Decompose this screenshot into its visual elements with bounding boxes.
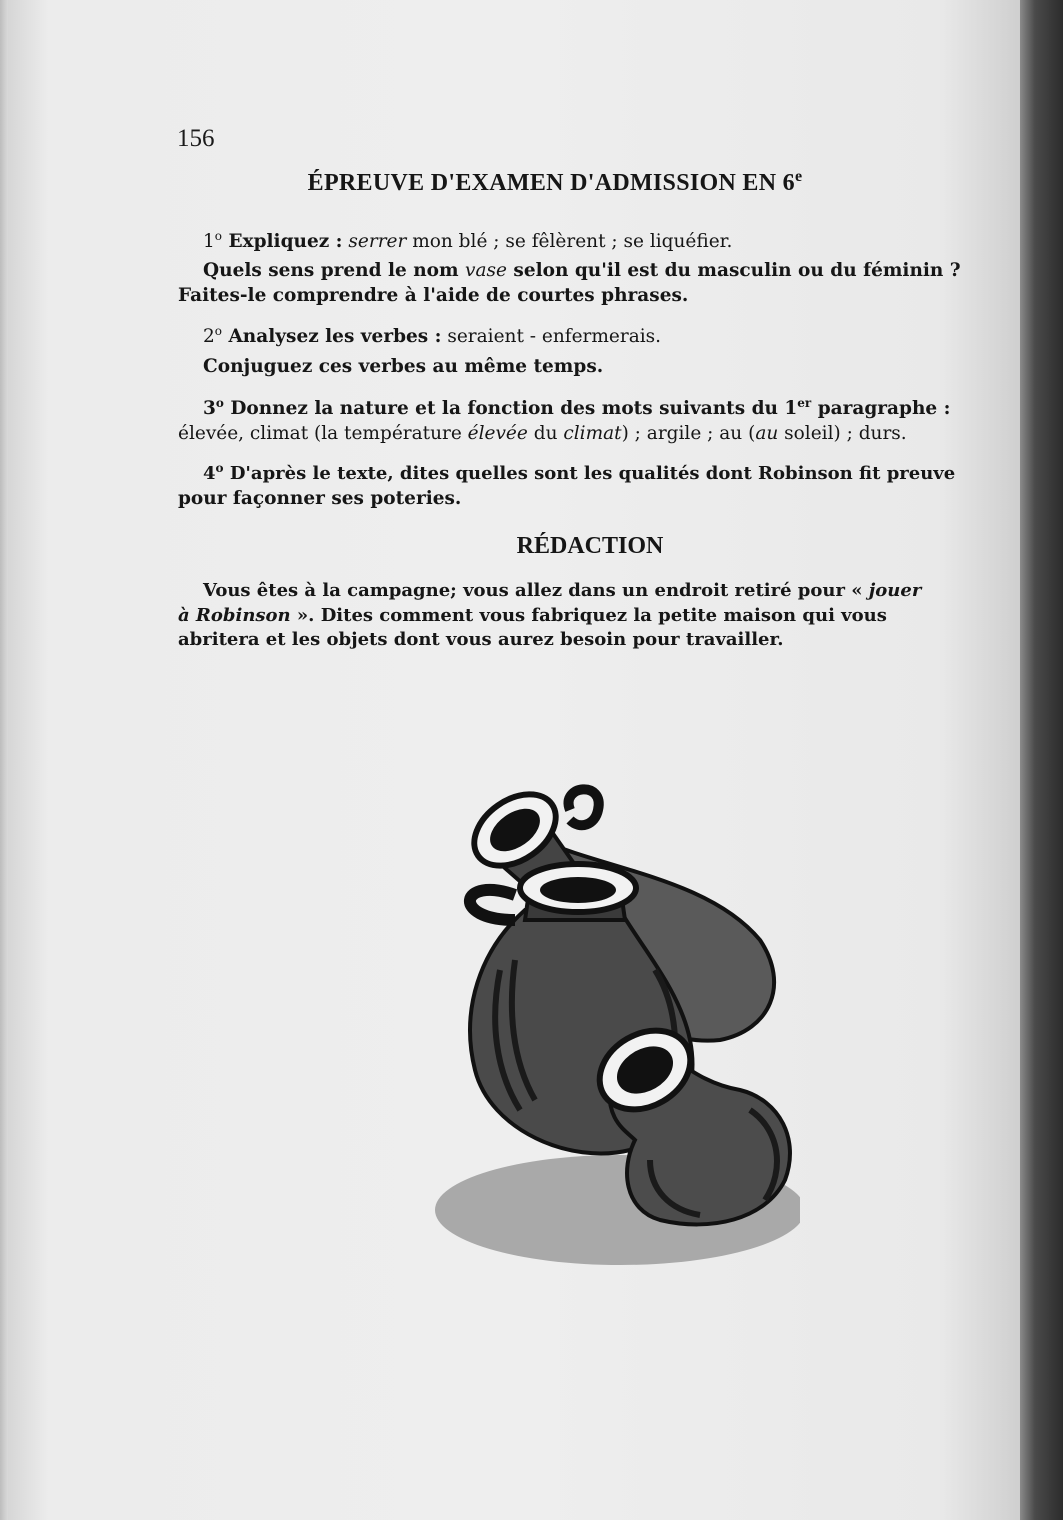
q2-rest: seraient - enfermerais. (441, 326, 662, 347)
middle-pot-handle (470, 890, 515, 920)
question-1-line-2 (203, 258, 961, 283)
q3-er: er (797, 395, 812, 410)
question-4-line-1 (203, 461, 955, 486)
q4-line1: D'après le texte, dites quelles sont les qualités dont Robinson fit preuve (223, 463, 956, 484)
exam-title-sup: e (794, 168, 803, 185)
redaction-line-2 (178, 603, 887, 628)
q1-ordinal: o (214, 228, 223, 243)
question-2-line-1 (203, 324, 661, 349)
q2-label: Analysez les verbes : (222, 326, 442, 347)
redaction-l1-a: Vous êtes à la campagne; vous allez dans un endroit retiré pour « (203, 580, 869, 601)
q3-l2-b: ) ; argile ; au ( (621, 423, 756, 444)
q3-number: 3 (203, 398, 216, 419)
question-3-line-1 (203, 396, 950, 421)
redaction-line-3: abritera et les objets dont vous aurez besoin pour travailler. (178, 629, 784, 650)
page-shadow-left (0, 0, 8, 1520)
q4-ordinal: o (215, 461, 224, 475)
page-shadow-right (1020, 0, 1063, 1520)
redaction-l1-jouer: jouer (868, 580, 922, 601)
q3-l2-elevee: élevée (467, 423, 528, 444)
back-pot-handle (569, 789, 599, 825)
q3-label-a: Donnez la nature et la fonction des mots suivants du (223, 398, 785, 419)
q1-number: 1 (203, 231, 215, 252)
question-3-line-2 (178, 421, 907, 446)
q4-number: 4 (203, 463, 216, 484)
q3-l2-du: du (527, 423, 564, 444)
middle-pot-opening (540, 877, 616, 903)
q2-number: 2 (203, 326, 215, 347)
question-1-line-1 (203, 229, 732, 254)
q3-label-b: paragraphe : (811, 398, 951, 419)
q1-line2-b: selon qu'il est du masculin ou du féminin ? (506, 260, 961, 281)
q1-serrer: serrer (348, 231, 407, 252)
clay-pots-illustration (420, 770, 800, 1280)
question-4-line-2: pour façonner ses poteries. (178, 488, 462, 509)
redaction-title: RÉDACTION (516, 533, 664, 559)
q3-ordinal: o (215, 395, 224, 410)
exam-title-text: ÉPREUVE D'EXAMEN D'ADMISSION EN 6 (307, 170, 795, 196)
q1-line2-a: Quels sens prend le nom (203, 260, 466, 281)
q3-one: 1 (784, 398, 798, 419)
q1-vase: vase (465, 260, 507, 281)
q3-l2-climat: climat (563, 423, 622, 444)
q1-rest: mon blé ; se fêlèrent ; se liquéfier. (406, 231, 733, 252)
page-number: 156 (177, 125, 215, 152)
redaction-line-1 (203, 578, 921, 603)
q1-label: Expliquez : (222, 231, 343, 252)
question-2-line-2: Conjuguez ces verbes au même temps. (203, 356, 604, 377)
q2-ordinal: o (214, 323, 223, 338)
q3-l2-a: élevée, climat (la température (178, 423, 468, 444)
redaction-l2-robinson: à Robinson (178, 605, 291, 626)
book-page (8, 0, 1020, 1520)
clay-pots-svg (420, 770, 800, 1280)
exam-title (170, 168, 940, 197)
q3-l2-au: au (755, 423, 779, 444)
redaction-l2-b: ». Dites comment vous fabriquez la petite maison qui vous (290, 605, 887, 626)
question-1-line-3: Faites-le comprendre à l'aide de courtes phrases. (178, 285, 689, 306)
q3-l2-c: soleil) ; durs. (778, 423, 907, 444)
